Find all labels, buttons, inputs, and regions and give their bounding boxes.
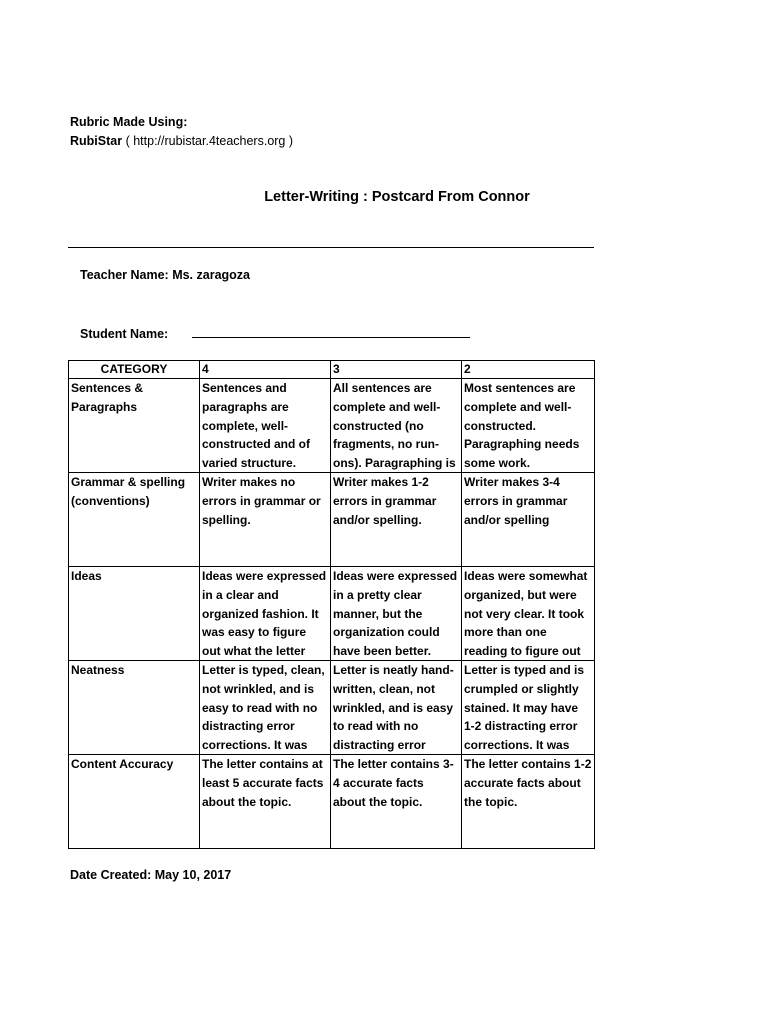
table-header-row <box>69 361 595 379</box>
table-row <box>69 661 595 755</box>
tool-name: RubiStar <box>70 134 123 148</box>
row-cell-score-4: Ideas were expressed in a clear and organized fashion. It was easy to figure out what the letter <box>200 567 331 661</box>
tool-credit <box>70 132 293 151</box>
row-category: Neatness <box>69 661 200 755</box>
table-row <box>69 473 595 567</box>
row-cell-score-2: Ideas were somewhat organized, but were not very clear. It took more than one reading to figure out <box>462 567 595 661</box>
row-cell-score-4: Sentences and paragraphs are complete, well-constructed and of varied structure. <box>200 379 331 473</box>
tool-url[interactable]: ( http://rubistar.4teachers.org ) <box>125 134 294 148</box>
header-score-3: 3 <box>331 361 462 379</box>
row-category: Ideas <box>69 567 200 661</box>
teacher-name-label: Teacher Name: <box>80 268 169 282</box>
row-cell-score-3: Writer makes 1-2 errors in grammar and/or spelling. <box>331 473 462 567</box>
row-cell-score-2: Letter is typed and is crumpled or slightly stained. It may have 1-2 distracting error corrections. It was <box>462 661 595 755</box>
table-row <box>69 567 595 661</box>
row-cell-score-4: Letter is typed, clean, not wrinkled, and is easy to read with no distracting error corrections. It was <box>200 661 331 755</box>
student-name-line <box>80 324 470 341</box>
header-category: CATEGORY <box>69 361 200 379</box>
made-using-label: Rubric Made Using: <box>70 115 188 129</box>
student-name-blank <box>192 324 470 338</box>
row-category: Grammar & spelling (conventions) <box>69 473 200 567</box>
student-name-label: Student Name: <box>80 327 169 341</box>
row-cell-score-3: Ideas were expressed in a pretty clear manner, but the organization could have been better. <box>331 567 462 661</box>
row-category: Sentences & Paragraphs <box>69 379 200 473</box>
row-cell-score-3: The letter contains 3-4 accurate facts about the topic. <box>331 755 462 849</box>
date-created-line <box>70 868 231 882</box>
header-score-4: 4 <box>200 361 331 379</box>
rubric-title: Letter-Writing : Postcard From Connor <box>264 189 530 205</box>
teacher-name-value: Ms. zaragoza <box>172 268 250 282</box>
header-score-2: 2 <box>462 361 595 379</box>
row-cell-score-4: Writer makes no errors in grammar or spelling. <box>200 473 331 567</box>
row-cell-score-2: The letter contains 1-2 accurate facts about the topic. <box>462 755 595 849</box>
table-row <box>69 755 595 849</box>
row-cell-score-3: All sentences are complete and well-constructed (no fragments, no run-ons). Paragraphing is <box>331 379 462 473</box>
row-cell-score-3: Letter is neatly hand-written, clean, not wrinkled, and is easy to read with no distracting error <box>331 661 462 755</box>
rubric-table <box>68 360 595 849</box>
row-cell-score-4: The letter contains at least 5 accurate facts about the topic. <box>200 755 331 849</box>
date-created-label: Date Created: <box>70 868 152 882</box>
table-row <box>69 379 595 473</box>
made-using-block <box>70 113 293 151</box>
row-cell-score-2: Most sentences are complete and well-constructed. Paragraphing needs some work. <box>462 379 595 473</box>
row-cell-score-2: Writer makes 3-4 errors in grammar and/or spelling <box>462 473 595 567</box>
teacher-name-line <box>80 268 250 282</box>
date-created-value: May 10, 2017 <box>154 868 232 882</box>
title-divider <box>68 247 594 248</box>
row-category: Content Accuracy <box>69 755 200 849</box>
